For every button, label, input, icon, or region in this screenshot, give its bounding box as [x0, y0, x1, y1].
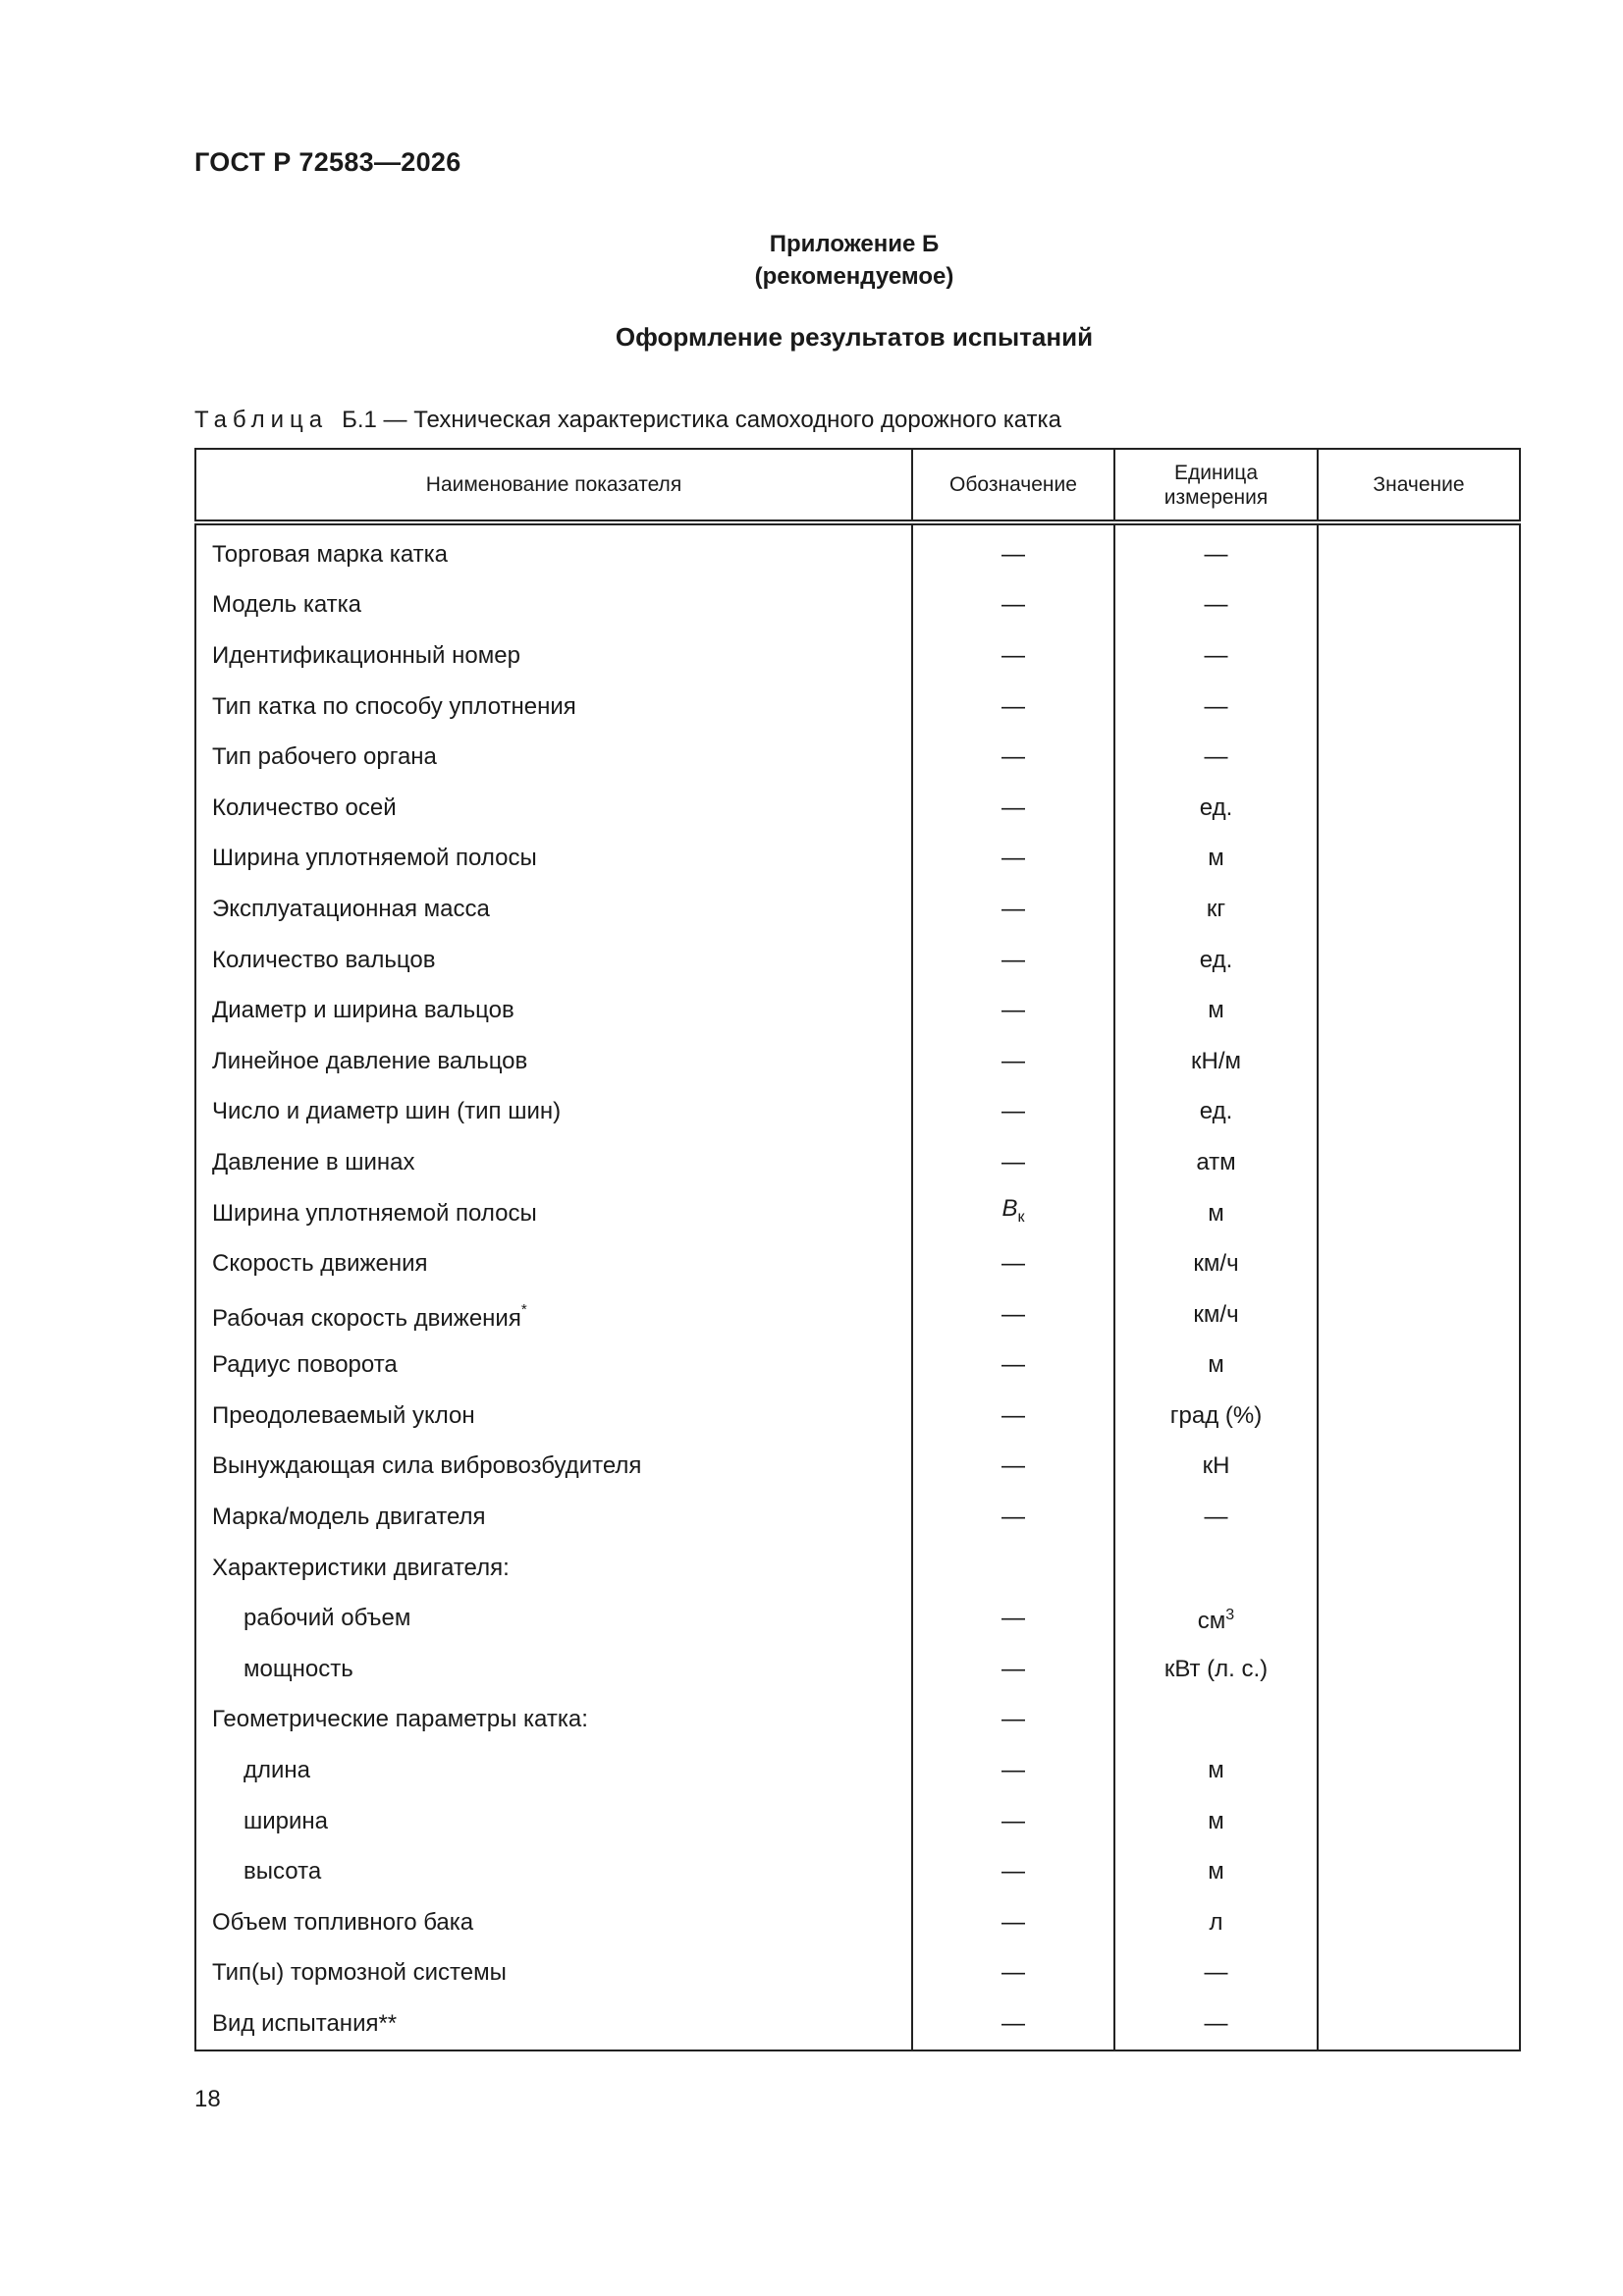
cell-unit: кН	[1114, 1442, 1318, 1493]
cell-name-text: Ширина уплотняемой полосы	[212, 845, 537, 872]
symbol-subscript: к	[1017, 1209, 1025, 1227]
cell-name-text: Ширина уплотняемой полосы	[212, 1199, 537, 1227]
cell-name	[195, 1897, 912, 1948]
cell-name	[195, 682, 912, 733]
table-row	[195, 1188, 1520, 1239]
header-symbol: Обозначение	[912, 449, 1114, 522]
cell-name	[195, 1137, 912, 1188]
cell-symbol: —	[912, 1391, 1114, 1442]
cell-name-text: Скорость движения	[212, 1250, 428, 1278]
cell-name	[195, 1036, 912, 1087]
table-row	[195, 1695, 1520, 1746]
cell-symbol: —	[912, 1948, 1114, 1999]
cell-symbol: —	[912, 935, 1114, 986]
cell-unit: м	[1114, 1846, 1318, 1897]
cell-unit	[1114, 1593, 1318, 1644]
cell-value[interactable]	[1318, 682, 1520, 733]
cell-symbol: —	[912, 1897, 1114, 1948]
cell-unit: м	[1114, 1796, 1318, 1847]
cell-value[interactable]	[1318, 580, 1520, 631]
table-row	[195, 1492, 1520, 1543]
table-row	[195, 935, 1520, 986]
cell-value[interactable]	[1318, 1897, 1520, 1948]
cell-unit: м	[1114, 985, 1318, 1036]
table-row	[195, 1948, 1520, 1999]
table-header-row	[195, 449, 1520, 522]
cell-symbol: —	[912, 1087, 1114, 1138]
table-caption-text: Б.1 — Техническая характеристика самоходного дорожного катка	[342, 407, 1061, 433]
cell-symbol: —	[912, 1695, 1114, 1746]
cell-name-text: Объем топливного бака	[212, 1908, 474, 1936]
cell-value[interactable]	[1318, 1593, 1520, 1644]
cell-symbol: —	[912, 682, 1114, 733]
cell-value[interactable]	[1318, 1492, 1520, 1543]
symbol-letter: B	[1001, 1195, 1018, 1223]
cell-name	[195, 630, 912, 682]
cell-name-text: Количество вальцов	[212, 946, 436, 973]
cell-value[interactable]	[1318, 1695, 1520, 1746]
cell-value[interactable]	[1318, 1289, 1520, 1340]
cell-symbol: —	[912, 884, 1114, 935]
cell-name	[195, 1492, 912, 1543]
cell-value[interactable]	[1318, 834, 1520, 885]
cell-value[interactable]	[1318, 1846, 1520, 1897]
cell-name	[195, 1442, 912, 1493]
cell-unit: град (%)	[1114, 1391, 1318, 1442]
cell-name-text: Вид испытания**	[212, 2010, 398, 2038]
cell-name-text: Торговая марка катка	[212, 540, 448, 568]
cell-symbol: —	[912, 1340, 1114, 1392]
cell-name	[195, 1796, 912, 1847]
cell-name-text: Число и диаметр шин (тип шин)	[212, 1098, 562, 1125]
cell-name	[195, 522, 912, 580]
table-caption	[194, 407, 1061, 434]
table-row	[195, 1846, 1520, 1897]
cell-name-text: Рабочая скорость движения	[212, 1305, 521, 1333]
cell-unit: атм	[1114, 1137, 1318, 1188]
table-row	[195, 1442, 1520, 1493]
cell-value[interactable]	[1318, 1391, 1520, 1442]
cell-symbol: —	[912, 1492, 1114, 1543]
table-row	[195, 783, 1520, 834]
cell-name	[195, 1998, 912, 2050]
unit-text: см	[1197, 1608, 1226, 1635]
annex-heading	[0, 228, 1623, 293]
cell-unit: —	[1114, 630, 1318, 682]
cell-unit	[1114, 1543, 1318, 1594]
cell-name	[195, 834, 912, 885]
cell-unit: —	[1114, 522, 1318, 580]
cell-symbol: —	[912, 1796, 1114, 1847]
table-row	[195, 682, 1520, 733]
table-row	[195, 1340, 1520, 1392]
cell-name	[195, 1289, 912, 1340]
table-row	[195, 834, 1520, 885]
cell-symbol: —	[912, 1998, 1114, 2050]
cell-unit: —	[1114, 732, 1318, 783]
table-row	[195, 1543, 1520, 1594]
cell-name-text: мощность	[243, 1655, 353, 1682]
cell-value[interactable]	[1318, 1644, 1520, 1695]
cell-name	[195, 732, 912, 783]
cell-name	[195, 884, 912, 935]
cell-unit: —	[1114, 1492, 1318, 1543]
cell-unit: км/ч	[1114, 1238, 1318, 1289]
table-row	[195, 1036, 1520, 1087]
cell-name-text: Вынуждающая сила вибровозбудителя	[212, 1452, 642, 1480]
cell-value[interactable]	[1318, 522, 1520, 580]
table-body	[195, 522, 1520, 2050]
cell-name	[195, 580, 912, 631]
table-row	[195, 1745, 1520, 1796]
cell-name-text: Марка/модель двигателя	[212, 1503, 486, 1531]
cell-name-text: длина	[243, 1757, 311, 1784]
cell-unit: —	[1114, 682, 1318, 733]
cell-name	[195, 1543, 912, 1594]
cell-name-text: Геометрические параметры катка:	[212, 1706, 588, 1733]
cell-symbol: —	[912, 1289, 1114, 1340]
cell-symbol	[912, 1188, 1114, 1239]
table-row	[195, 1796, 1520, 1847]
header-unit: Единица измерения	[1114, 449, 1318, 522]
cell-name	[195, 1948, 912, 1999]
cell-symbol: —	[912, 1442, 1114, 1493]
cell-unit: л	[1114, 1897, 1318, 1948]
cell-name-text: Тип рабочего органа	[212, 743, 437, 771]
cell-symbol: —	[912, 1036, 1114, 1087]
table-row	[195, 732, 1520, 783]
table-row	[195, 1593, 1520, 1644]
cell-name-text: Преодолеваемый уклон	[212, 1401, 475, 1429]
cell-name	[195, 935, 912, 986]
cell-name-text: Идентификационный номер	[212, 641, 520, 669]
cell-symbol: —	[912, 1846, 1114, 1897]
cell-value[interactable]	[1318, 1998, 1520, 2050]
cell-value[interactable]	[1318, 1036, 1520, 1087]
annex-status: (рекомендуемое)	[754, 263, 954, 290]
table-row	[195, 1998, 1520, 2050]
footnote-mark: *	[520, 1301, 527, 1319]
cell-value[interactable]	[1318, 1442, 1520, 1493]
cell-unit: ед.	[1114, 783, 1318, 834]
cell-unit: м	[1114, 834, 1318, 885]
cell-unit: м	[1114, 1745, 1318, 1796]
cell-unit	[1114, 1695, 1318, 1746]
table-row	[195, 1289, 1520, 1340]
cell-name	[195, 1846, 912, 1897]
cell-unit: км/ч	[1114, 1289, 1318, 1340]
cell-name	[195, 1644, 912, 1695]
cell-value[interactable]	[1318, 884, 1520, 935]
cell-unit: ед.	[1114, 1087, 1318, 1138]
cell-symbol: —	[912, 732, 1114, 783]
cell-name-text: Давление в шинах	[212, 1148, 415, 1175]
table-row	[195, 1087, 1520, 1138]
cell-value[interactable]	[1318, 1340, 1520, 1392]
cell-name	[195, 1087, 912, 1138]
cell-value[interactable]	[1318, 1137, 1520, 1188]
spec-table	[194, 448, 1521, 2051]
cell-unit: кВт (л. с.)	[1114, 1644, 1318, 1695]
cell-value[interactable]	[1318, 1796, 1520, 1847]
cell-value[interactable]	[1318, 630, 1520, 682]
cell-value[interactable]	[1318, 1188, 1520, 1239]
cell-symbol: —	[912, 1745, 1114, 1796]
cell-name	[195, 1695, 912, 1746]
cell-symbol	[912, 1543, 1114, 1594]
cell-unit: —	[1114, 580, 1318, 631]
cell-symbol: —	[912, 1238, 1114, 1289]
cell-name	[195, 783, 912, 834]
cell-name-text: Характеристики двигателя:	[212, 1554, 510, 1581]
cell-name-text: Линейное давление вальцов	[212, 1047, 528, 1074]
cell-symbol: —	[912, 834, 1114, 885]
table-row	[195, 985, 1520, 1036]
page-number: 18	[194, 2086, 221, 2112]
cell-value[interactable]	[1318, 1543, 1520, 1594]
table-row	[195, 580, 1520, 631]
cell-unit: ед.	[1114, 935, 1318, 986]
cell-name-text: Количество осей	[212, 793, 397, 821]
table-caption-label: Таблица	[194, 407, 329, 433]
cell-value[interactable]	[1318, 1087, 1520, 1138]
section-title: Оформление результатов испытаний	[615, 322, 1094, 352]
cell-unit: м	[1114, 1340, 1318, 1392]
cell-name-text: Диаметр и ширина вальцов	[212, 997, 514, 1024]
cell-name	[195, 1745, 912, 1796]
cell-name-text: рабочий объем	[243, 1605, 411, 1632]
table-row	[195, 630, 1520, 682]
cell-unit: м	[1114, 1188, 1318, 1239]
cell-name	[195, 1391, 912, 1442]
cell-name-text: ширина	[243, 1807, 329, 1834]
cell-unit: —	[1114, 1998, 1318, 2050]
cell-unit: —	[1114, 1948, 1318, 1999]
table-row	[195, 1897, 1520, 1948]
cell-name	[195, 1188, 912, 1239]
cell-name-text: высота	[243, 1858, 322, 1886]
cell-name	[195, 985, 912, 1036]
cell-name	[195, 1238, 912, 1289]
cell-unit: кг	[1114, 884, 1318, 935]
cell-name-text: Эксплуатационная масса	[212, 895, 490, 922]
table-row	[195, 1644, 1520, 1695]
cell-value[interactable]	[1318, 732, 1520, 783]
cell-symbol: —	[912, 522, 1114, 580]
cell-symbol: —	[912, 783, 1114, 834]
cell-symbol: —	[912, 1137, 1114, 1188]
cell-symbol: —	[912, 1644, 1114, 1695]
table-row	[195, 1137, 1520, 1188]
table-row	[195, 884, 1520, 935]
cell-name-text: Модель катка	[212, 591, 362, 619]
cell-name-text: Тип(ы) тормозной системы	[212, 1959, 507, 1987]
cell-value[interactable]	[1318, 1745, 1520, 1796]
cell-value[interactable]	[1318, 783, 1520, 834]
header-value: Значение	[1318, 449, 1520, 522]
annex-title: Приложение Б	[769, 231, 940, 257]
cell-name	[195, 1340, 912, 1392]
cell-symbol: —	[912, 985, 1114, 1036]
cell-name-text: Тип катка по способу уплотнения	[212, 692, 576, 720]
unit-exponent: 3	[1225, 1607, 1235, 1624]
cell-value[interactable]	[1318, 1238, 1520, 1289]
cell-value[interactable]	[1318, 935, 1520, 986]
cell-unit: кН/м	[1114, 1036, 1318, 1087]
cell-name-text: Радиус поворота	[212, 1351, 398, 1379]
header-name: Наименование показателя	[195, 449, 912, 522]
cell-value[interactable]	[1318, 1948, 1520, 1999]
cell-symbol: —	[912, 1593, 1114, 1644]
table-row	[195, 522, 1520, 580]
cell-value[interactable]	[1318, 985, 1520, 1036]
table-row	[195, 1391, 1520, 1442]
cell-name	[195, 1593, 912, 1644]
cell-symbol: —	[912, 580, 1114, 631]
document-code: ГОСТ Р 72583—2026	[194, 147, 461, 177]
table-row	[195, 1238, 1520, 1289]
cell-symbol: —	[912, 630, 1114, 682]
